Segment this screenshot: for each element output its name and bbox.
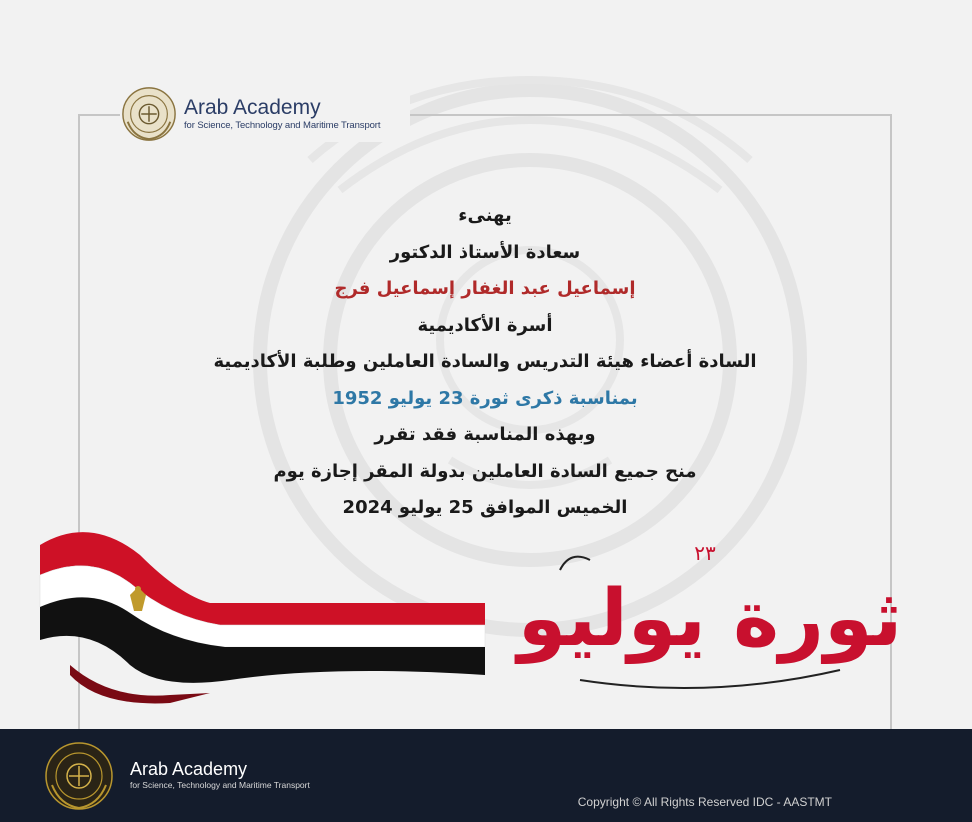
message-line-holiday: منح جميع السادة العاملين بدولة المقر إجازة يوم [273,460,697,482]
footer [0,729,972,822]
calligraphy-number: ٢٣ [694,541,716,565]
footer-logo-subtitle: for Science, Technology and Maritime Transport [130,780,310,790]
header-logo-name: Arab Academy [184,95,321,119]
footer-logo-name: Arab Academy [130,759,248,779]
copyright-text: Copyright © All Rights Reserved IDC - AASTMT [577,795,832,809]
message-line-title: سعادة الأستاذ الدكتور [389,241,581,263]
academy-seal-icon [120,85,178,143]
header-logo [120,86,410,142]
message-line-staff: السادة أعضاء هيئة التدريس والسادة العاملين وطلبة الأكاديمية [213,351,757,372]
message-line-name: إسماعيل عبد الغفار إسماعيل فرج [334,278,636,299]
egypt-flag-icon [30,525,490,705]
message-line-date: الخميس الموافق 25 يوليو 2024 [342,497,628,518]
message-line-academy-family: أسرة الأكاديمية [417,314,553,336]
message-line-occasion: بمناسبة ذكرى ثورة 23 يوليو 1952 [332,387,638,409]
revolution-calligraphy [517,530,903,700]
calligraphy-text: ثورة يوليو [517,574,903,664]
header-logo-subtitle: for Science, Technology and Maritime Transport [184,119,381,131]
greeting-message [160,198,810,527]
message-line-decision: وبهذه المناسبة فقد تقرر [374,424,596,445]
message-line-congratulates: يهنىء [458,205,512,226]
academy-seal-icon [42,739,116,813]
